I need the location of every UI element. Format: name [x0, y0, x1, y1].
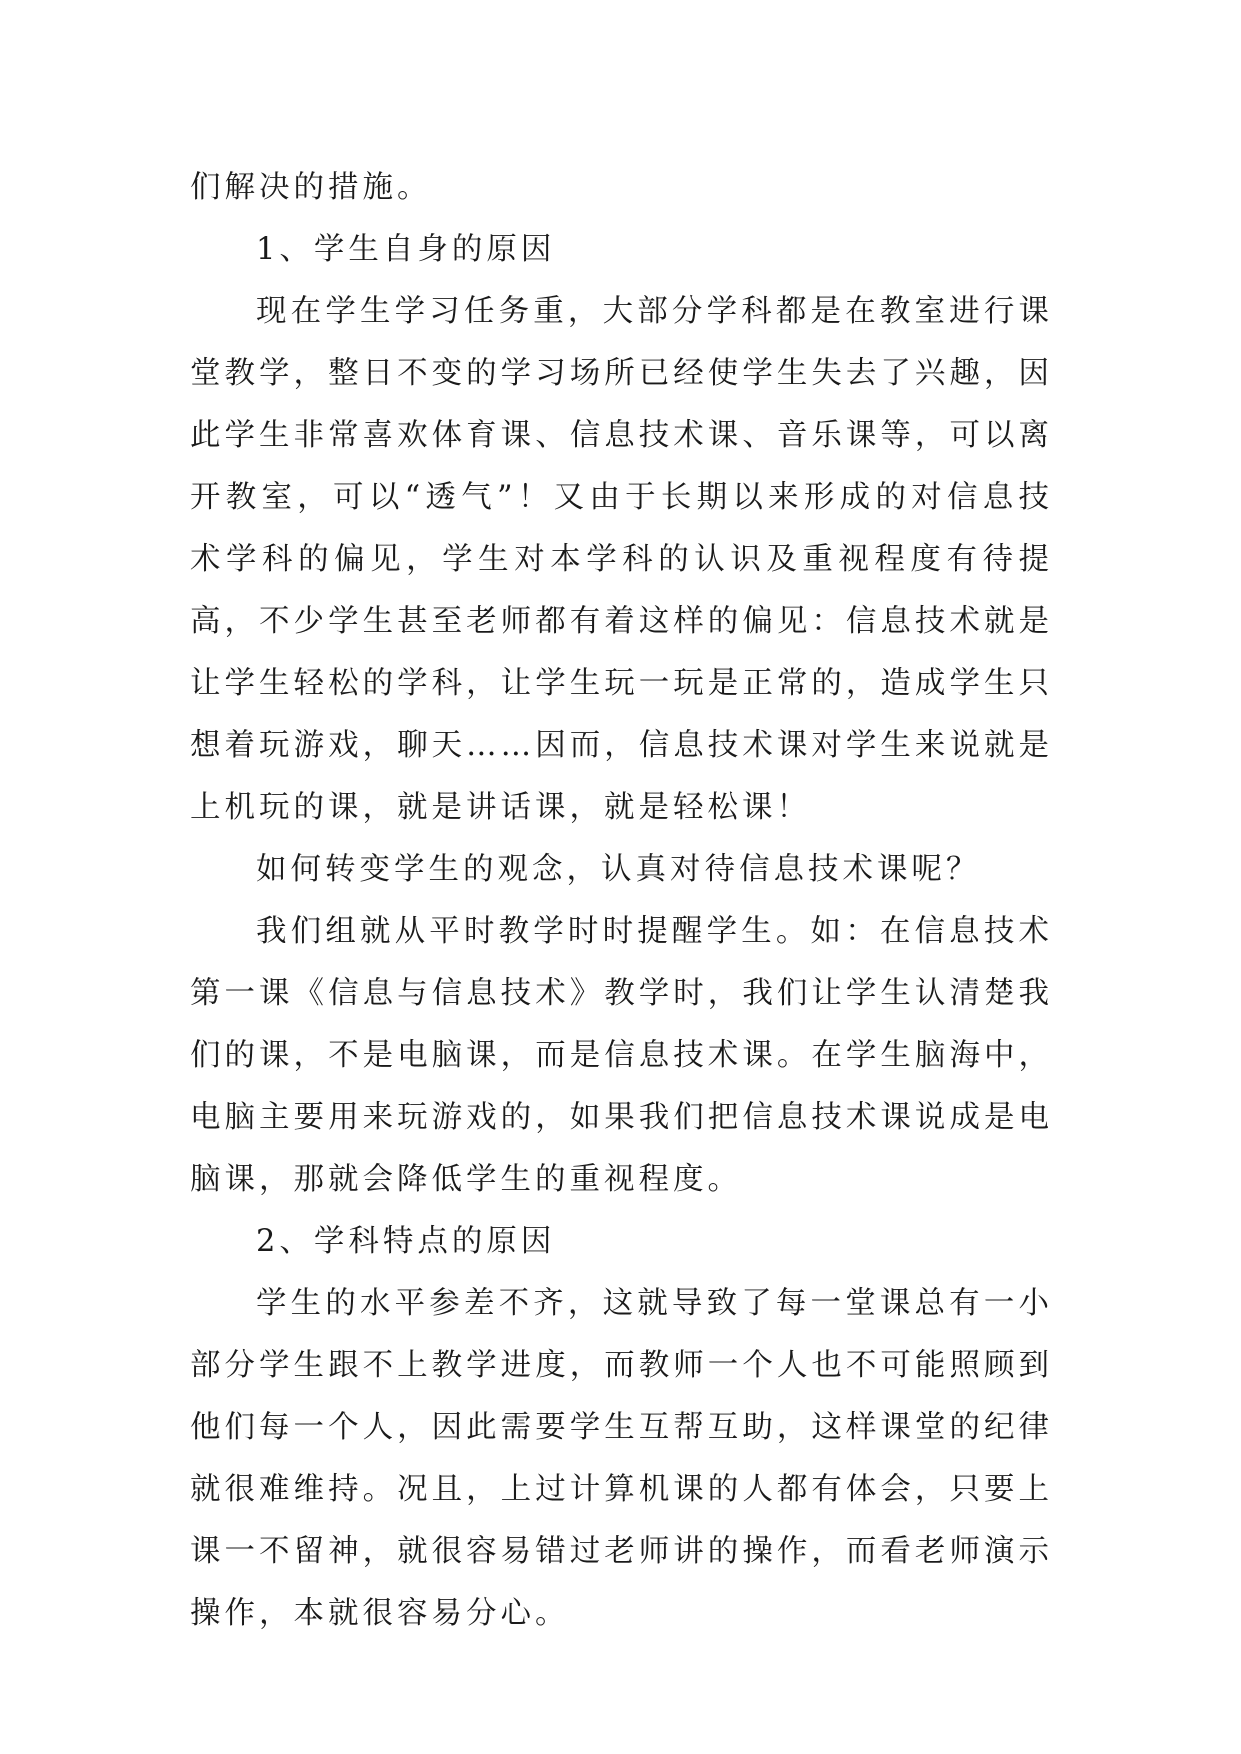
paragraph-question: 如何转变学生的观念，认真对待信息技术课呢？: [256, 852, 981, 887]
paragraph-student-attitude: 现在学生学习任务重，大部分学科都是在教室进行课堂教学，整日不变的学习场所已经使学生失去了兴趣，因此学生非常喜欢体育课、信息技术课、音乐课等，可以离开教室，可以“透气”！又由于长期以来形成的对信息技术学科的偏见，学生对本学科的认识及重视程度有待提高，不少学生甚至老师都有着这样的偏见：信息技术就是让学生轻松的学科，让学生玩一玩是正常的，造成学生只想着玩游戏，聊天……因而，信息技术课对学生来说就是上机玩的课，就是讲话课，就是轻松课！: [190, 294, 1053, 825]
heading-student-reasons: 1、学生自身的原因: [256, 232, 556, 267]
heading-subject-reasons: 2、学科特点的原因: [256, 1224, 556, 1259]
paragraph-subject-characteristics: 学生的水平参差不齐，这就导致了每一堂课总有一小部分学生跟不上教学进度，而教师一个人也不可能照顾到他们每一个人，因此需要学生互帮互助，这样课堂的纪律就很难维持。况且，上过计算机课的人都有体会，只要上课一不留神，就很容易错过老师讲的操作，而看老师演示操作，本就很容易分心。: [190, 1286, 1053, 1631]
paragraph-teaching-approach: 我们组就从平时教学时时提醒学生。如：在信息技术第一课《信息与信息技术》教学时，我们让学生认清楚我们的课，不是电脑课，而是信息技术课。在学生脑海中，电脑主要用来玩游戏的，如果我们把信息技术课说成是电脑课，那就会降低学生的重视程度。: [190, 914, 1053, 1197]
paragraph-continuation: 们解决的措施。: [190, 170, 432, 205]
document-page: [190, 157, 1053, 1645]
